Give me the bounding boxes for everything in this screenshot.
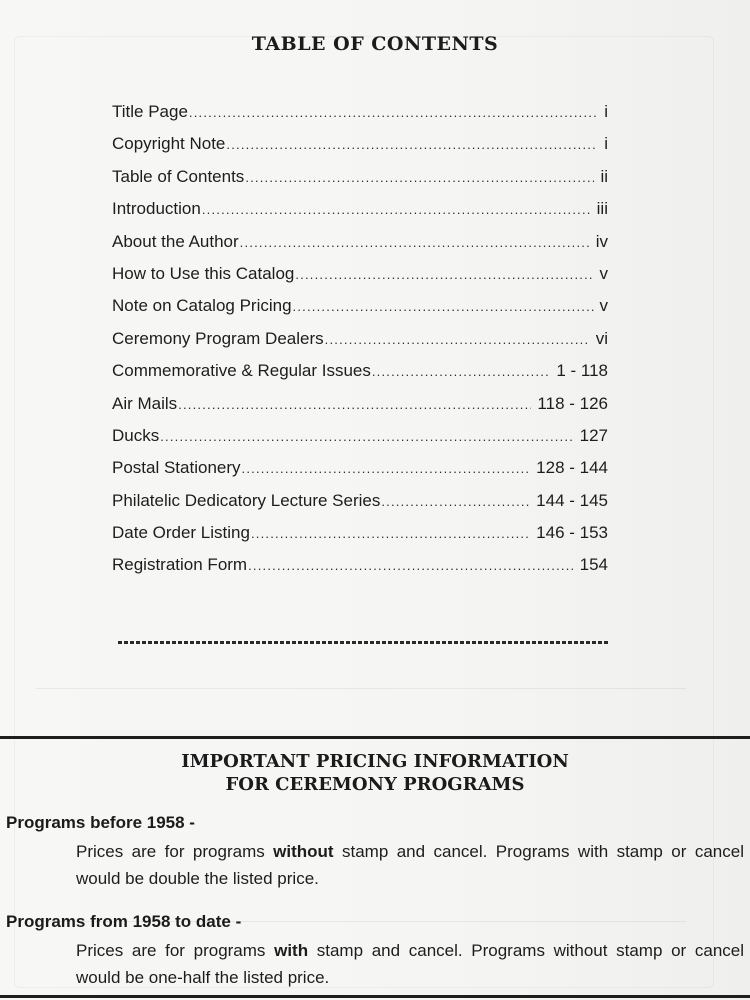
toc-entry-label: Registration Form — [112, 555, 248, 575]
body-emphasis: without — [273, 842, 334, 861]
toc-entry — [112, 426, 608, 458]
toc-entry-page: i — [604, 102, 608, 121]
body-text: stamp and cancel. Programs with stamp or cancel would be double the listed price. — [76, 842, 744, 888]
pricing-title — [0, 750, 750, 796]
pricing-heading-before-1958: Programs before 1958 - — [6, 813, 195, 832]
toc-entry-label: Postal Stationery — [112, 458, 241, 478]
dot-leader — [372, 364, 550, 379]
toc-entry — [112, 329, 608, 361]
body-text: stamp and cancel. Programs without stamp or cancel would be one-half the listed price. — [76, 941, 744, 987]
dot-leader — [293, 299, 594, 314]
toc-entry-page: 1 - 118 — [556, 361, 608, 381]
toc-entry-page: iii — [596, 199, 608, 219]
toc-entry — [112, 232, 608, 264]
pricing-heading-1958-to-date: Programs from 1958 to date - — [6, 912, 242, 931]
dot-leader — [325, 332, 590, 347]
toc-entry — [112, 491, 608, 523]
toc-list — [112, 102, 608, 588]
toc-entry-page: i — [604, 134, 608, 154]
toc-entry-label: Copyright Note — [112, 134, 226, 154]
toc-entry — [112, 458, 608, 490]
toc-entry-label: About the Author — [112, 231, 239, 251]
toc-entry-page: 144 - 145 — [536, 490, 608, 510]
body-emphasis: with — [274, 941, 309, 960]
section-divider-top — [0, 736, 750, 739]
dot-leader — [160, 429, 573, 444]
toc-entry — [112, 264, 608, 296]
body-text: Prices are for programs — [76, 842, 274, 861]
toc-entry-page: 127 — [579, 425, 608, 445]
pricing-body-1958-to-date — [76, 937, 744, 991]
dot-leader — [226, 137, 598, 152]
toc-entry-page: 118 - 126 — [537, 393, 608, 413]
toc-entry — [112, 361, 608, 393]
toc-entry-label: How to Use this Catalog — [112, 263, 295, 283]
toc-title: TABLE OF CONTENTS — [251, 33, 499, 55]
dot-leader — [248, 558, 574, 573]
dashed-divider — [118, 641, 610, 644]
toc-entry — [112, 102, 608, 134]
toc-entry-label: Commemorative & Regular Issues — [112, 361, 371, 381]
toc-entry — [112, 296, 608, 328]
toc-entry-label: Ceremony Program Dealers — [112, 328, 324, 348]
pricing-title-line-1: IMPORTANT PRICING INFORMATION — [181, 751, 569, 772]
toc-entry-label: Philatelic Dedicatory Lecture Series — [112, 490, 381, 510]
dot-leader — [202, 202, 591, 217]
toc-entry-page: 154 — [579, 555, 608, 575]
toc-entry-label: Title Page — [112, 102, 188, 121]
toc-entry — [112, 394, 608, 426]
toc-entry-label: Date Order Listing — [112, 523, 250, 543]
pricing-title-line-2: FOR CEREMONY PROGRAMS — [225, 774, 525, 795]
section-divider-bottom — [0, 995, 750, 998]
toc-entry-page: v — [599, 263, 608, 283]
toc-entry — [112, 555, 608, 587]
toc-entry-label: Air Mails — [112, 393, 178, 413]
toc-entry-label: Ducks — [112, 425, 160, 445]
toc-entry-page: 128 - 144 — [536, 458, 608, 478]
dot-leader — [178, 397, 531, 412]
toc-entry — [112, 199, 608, 231]
toc-entry-page: v — [599, 296, 608, 316]
toc-entry-label: Introduction — [112, 199, 201, 219]
dot-leader — [240, 235, 590, 250]
toc-entry-page: 146 - 153 — [536, 523, 608, 543]
pricing-body-before-1958 — [76, 838, 744, 892]
dot-leader — [251, 526, 530, 541]
body-text: Prices are for programs — [76, 941, 275, 960]
toc-entry-page: vi — [595, 328, 608, 348]
toc-entry-page: ii — [600, 166, 608, 186]
show-through-rule — [36, 688, 686, 689]
dot-leader — [242, 461, 531, 476]
toc-entry-page: iv — [595, 231, 608, 251]
dot-leader — [381, 494, 530, 509]
dot-leader — [295, 267, 593, 282]
dot-leader — [189, 105, 598, 120]
dot-leader — [245, 170, 594, 185]
toc-entry — [112, 523, 608, 555]
toc-entry — [112, 167, 608, 199]
toc-entry — [112, 134, 608, 166]
toc-entry-label: Table of Contents — [112, 166, 245, 186]
toc-entry-label: Note on Catalog Pricing — [112, 296, 292, 316]
